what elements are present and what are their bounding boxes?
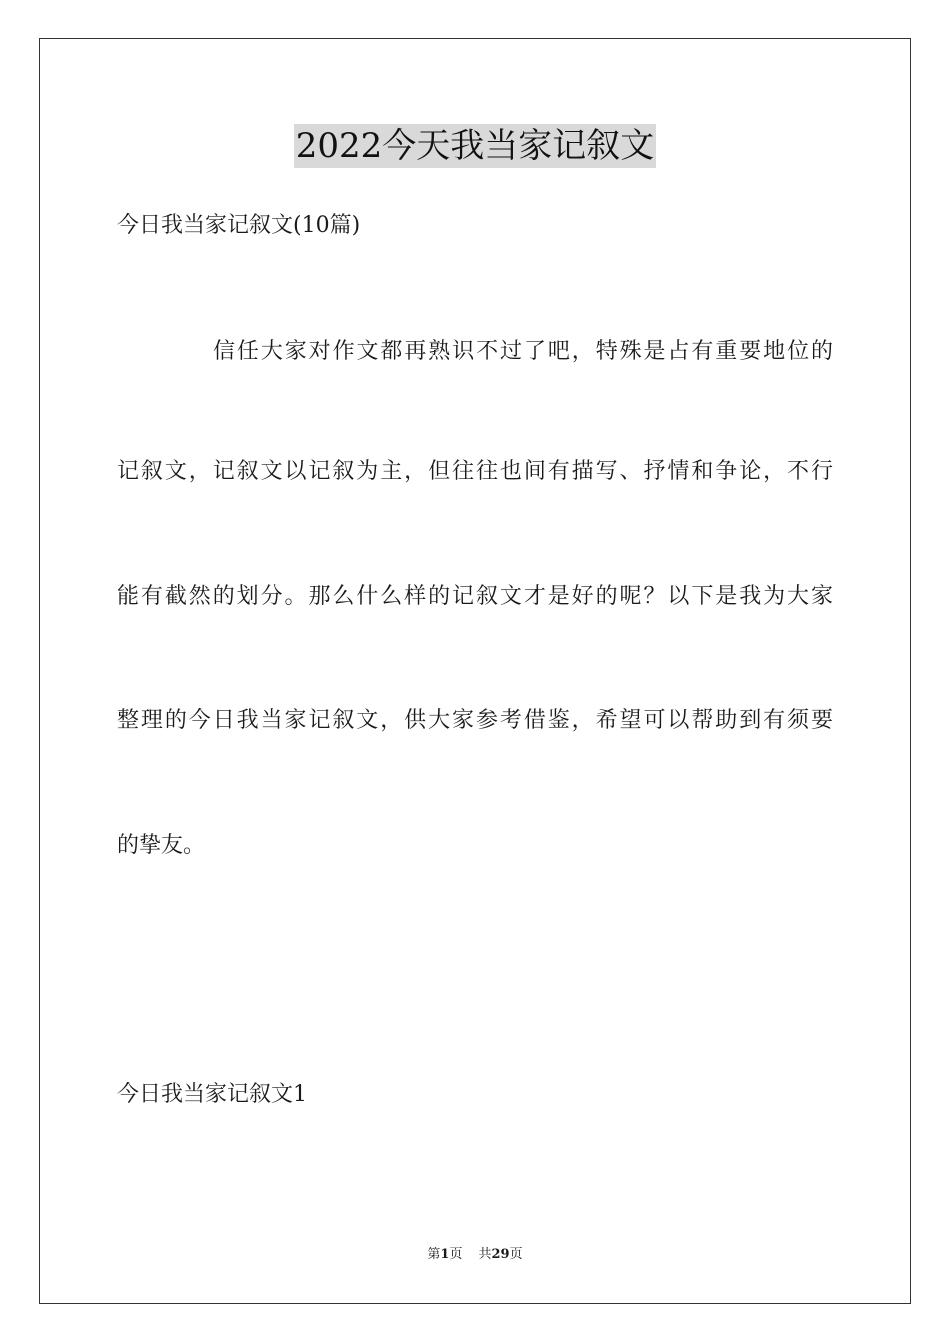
paragraph-line-5: 的挚友。 — [117, 833, 206, 858]
paragraph-line-4: 整理的今日我当家记叙文，供大家参考借鉴，希望可以帮助到有须要 — [117, 708, 833, 733]
document-title: 2022今天我当家记叙文 — [295, 126, 655, 166]
section-heading: 今日我当家记叙文1 — [117, 1082, 307, 1107]
footer-total-pages: 29 — [491, 1247, 510, 1262]
footer-page-prefix: 第 — [427, 1247, 441, 1262]
document-subtitle: 今日我当家记叙文(10篇) — [117, 213, 361, 238]
paragraph-line-1: 信任大家对作文都再熟识不过了吧，特殊是占有重要地位的 — [213, 339, 833, 364]
title-container — [0, 124, 950, 168]
footer-total-suffix: 页 — [509, 1247, 523, 1262]
page-footer — [0, 1246, 950, 1264]
paragraph-line-2: 记叙文，记叙文以记叙为主，但往往也间有描写、抒情和争论，不行 — [117, 459, 833, 484]
footer-page-suffix: 页 — [449, 1247, 463, 1262]
footer-total-prefix: 共 — [478, 1247, 492, 1262]
paragraph-line-3: 能有截然的划分。那么什么样的记叙文才是好的呢？以下是我为大家 — [117, 584, 833, 609]
footer-page-number: 1 — [440, 1247, 450, 1262]
